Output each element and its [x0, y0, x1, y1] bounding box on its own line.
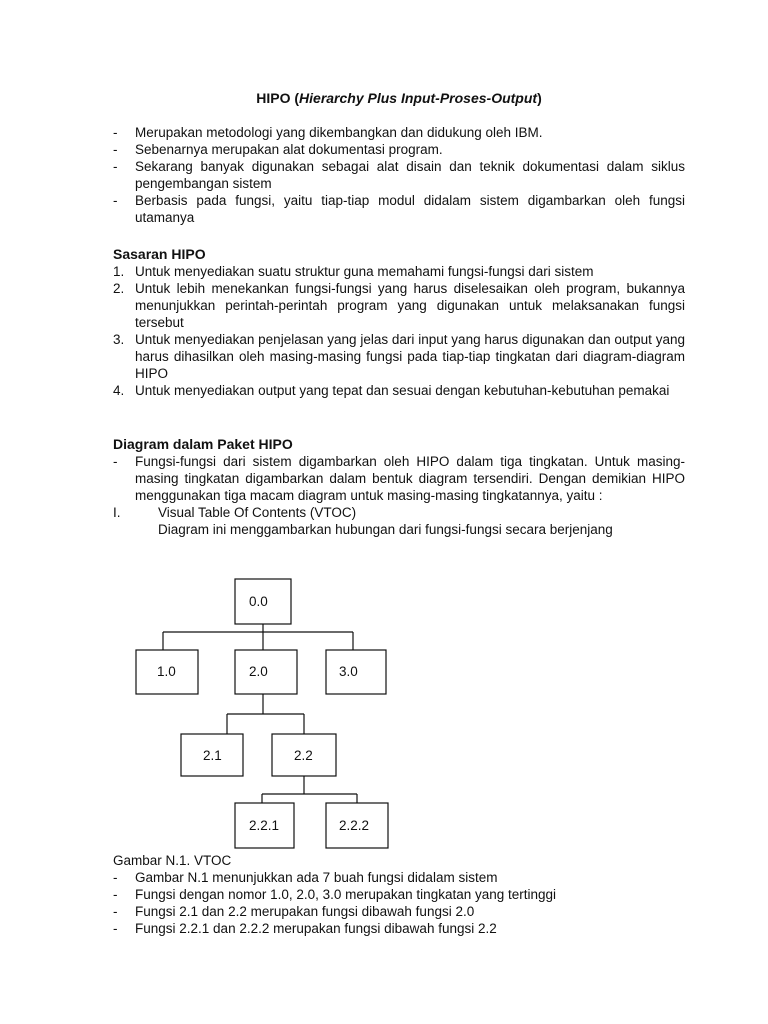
vtoc-node-2-2-2 — [326, 803, 388, 848]
caption-item: - Gambar N.1 menunjukkan ada 7 buah fungsi didalam sistem — [113, 870, 498, 885]
sasaran-item: 3. Untuk menyediakan penjelasan yang jelas dari input yang harus digunakan dan output yang harus dihasilkan oleh masing-masing fungsi pada tiap-tiap tingkatan dari diagram-diagram HIPO — [113, 332, 685, 381]
vtoc-node-1-0 — [136, 650, 198, 694]
caption-item: - Fungsi dengan nomor 1.0, 2.0, 3.0 merupakan tingkatan yang tertinggi — [113, 887, 557, 902]
title-italic: Hierarchy Plus Input-Proses-Output — [299, 90, 538, 106]
vtoc-node-2-1 — [181, 734, 243, 776]
vtoc-node-2-0 — [235, 650, 297, 694]
diagram-heading: Diagram dalam Paket HIPO — [113, 436, 293, 452]
caption-section — [113, 852, 685, 937]
svg-text:2.2.1: 2.2.1 — [249, 818, 280, 833]
sasaran-item: 1. Untuk menyediakan suatu struktur guna memahami fungsi-fungsi dari sistem — [113, 264, 594, 279]
page-title: HIPO (Hierarchy Plus Input-Proses-Output) — [256, 90, 542, 106]
intro-item: - Berbasis pada fungsi, yaitu tiap-tiap modul didalam sistem digambarkan oleh fungsi utamanya — [113, 193, 685, 225]
intro-item: - Sebenarnya merupakan alat dokumentasi program. — [113, 142, 443, 157]
caption-item: - Fungsi 2.1 dan 2.2 merupakan fungsi dibawah fungsi 2.0 — [113, 904, 475, 919]
vtoc-node-3-0 — [326, 650, 386, 694]
sasaran-item: 4. Untuk menyediakan output yang tepat dan sesuai dengan kebutuhan-kebutuhan pemakai — [113, 383, 670, 398]
sasaran-item: 2. Untuk lebih menekankan fungsi-fungsi yang harus diselesaikan oleh program, bukannya menunjukkan perintah-perintah program yang digunakan untuk melaksanakan fungsi tersebut — [113, 281, 685, 330]
diagram-paragraph: - Fungsi-fungsi dari sistem digambarkan oleh HIPO dalam tiga tingkatan. Untuk masing-masing tingkatan digambarkan dalam bentuk diagram tersendiri. Dengan demikian HIPO menggunakan tiga macam diagram untuk masing-masing tingkatannya, yaitu : — [113, 454, 685, 503]
svg-text:3.0: 3.0 — [339, 664, 358, 679]
vtoc-node-2-2-1 — [235, 803, 294, 848]
intro-item: - Merupakan metodologi yang dikembangkan dan didukung oleh IBM. — [113, 125, 543, 140]
vtoc-item: I. Visual Table Of Contents (VTOC) — [113, 505, 357, 520]
svg-text:2.1: 2.1 — [203, 748, 222, 763]
intro-item: - Sekarang banyak digunakan sebagai alat disain dan teknik dokumentasi dalam siklus pengembangan sistem — [113, 159, 685, 191]
svg-text:2.2.2: 2.2.2 — [339, 818, 370, 833]
svg-text:2.2: 2.2 — [294, 748, 313, 763]
figure-caption: Gambar N.1. VTOC — [113, 853, 232, 868]
svg-text:1.0: 1.0 — [157, 664, 176, 679]
vtoc-node-2-2 — [272, 734, 336, 776]
svg-text:0.0: 0.0 — [249, 594, 268, 609]
sasaran-heading: Sasaran HIPO — [113, 246, 206, 262]
vtoc-description: Diagram ini menggambarkan hubungan dari fungsi-fungsi secara berjenjang — [158, 522, 613, 537]
caption-item: - Fungsi 2.2.1 dan 2.2.2 merupakan fungsi dibawah fungsi 2.2 — [113, 921, 497, 936]
vtoc-node-0-0 — [235, 579, 291, 624]
svg-text:2.0: 2.0 — [249, 664, 268, 679]
